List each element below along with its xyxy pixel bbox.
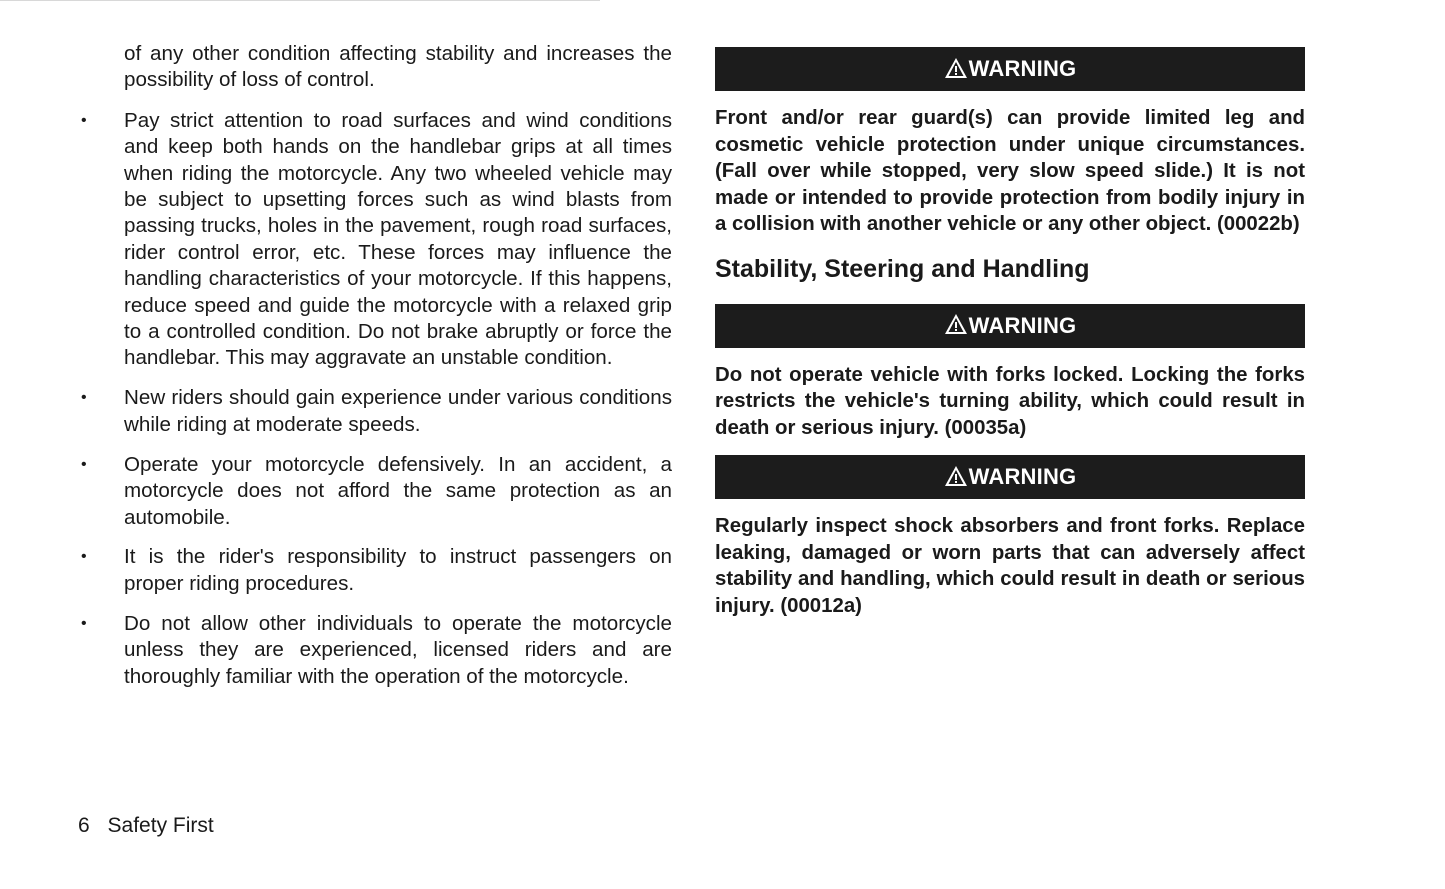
list-item xyxy=(81,108,672,372)
list-item-text: Pay strict attention to road surfaces and wind conditions and keep both hands on the handlebar grips at all times when riding the motorcycle. Any two wheeled vehicle may be subject to upsetting forces such as wind blasts from passing trucks, holes in the pavement, rough road surfaces, rider control error, etc. These forces may influence the handling characteristics of your motorcycle. If this happens, reduce speed and guide the motorcycle with a relaxed grip to a controlled condition. Do not brake abruptly or force the handlebar. This may aggravate an unstable condition. xyxy=(124,108,672,370)
warning-text: Front and/or rear guard(s) can provide limited leg and cosmetic vehicle protection under unique circumstances. (Fall over while stopped, very slow speed slide.) It is not made or intended to provide protection from bodily injury in a collision with another vehicle or any other object. (00022b) xyxy=(715,107,1305,235)
bullet-icon: • xyxy=(81,455,87,473)
list-item-text: Do not allow other individuals to operate the motorcycle unless they are experienced, licensed riders and are thoroughly familiar with the operation of the motorcycle. xyxy=(124,611,672,688)
warning-banner xyxy=(715,47,1305,91)
warning-triangle-icon xyxy=(944,465,968,487)
list-item-text: New riders should gain experience under various conditions while riding at moderate speeds. xyxy=(124,386,672,436)
safety-bullet-list xyxy=(81,108,672,690)
list-item-text: It is the rider's responsibility to instruct passengers on proper riding procedures. xyxy=(124,545,672,595)
warning-label: WARNING xyxy=(968,56,1077,81)
bullet-icon: • xyxy=(81,614,87,632)
warning-text: Regularly inspect shock absorbers and front forks. Replace leaking, damaged or worn parts that can adversely affect stability and handling, which could result in death or serious injury. (00012a) xyxy=(715,515,1305,617)
warning-banner xyxy=(715,304,1305,348)
bullet-icon: • xyxy=(81,389,87,407)
list-item xyxy=(81,385,672,438)
list-item xyxy=(81,544,672,597)
list-item xyxy=(81,452,672,531)
warning-label: WARNING xyxy=(968,312,1077,338)
footer-section-title: Safety First xyxy=(107,814,214,837)
warning-text: Do not operate vehicle with forks locked. Locking the forks restricts the vehicle's turning ability, which could result in death or serious injury. (00035a) xyxy=(715,363,1305,439)
section-heading: Stability, Steering and Handling xyxy=(715,254,1090,283)
warning-triangle-icon xyxy=(944,313,968,335)
list-item xyxy=(81,611,672,690)
warning-label: WARNING xyxy=(968,464,1077,489)
page-footer xyxy=(78,814,214,838)
right-column xyxy=(715,47,1305,619)
page-top-edge xyxy=(0,0,600,1)
continuation-paragraph: of any other condition affecting stability and increases the possibility of loss of control. xyxy=(124,42,672,92)
warning-triangle-icon xyxy=(944,57,968,79)
list-item-text: Operate your motorcycle defensively. In an accident, a motorcycle does not afford the same protection as an automobile. xyxy=(124,452,672,529)
bullet-icon: • xyxy=(81,548,87,566)
bullet-icon: • xyxy=(81,111,87,129)
left-column xyxy=(81,41,672,703)
page-number: 6 xyxy=(78,814,90,837)
warning-banner xyxy=(715,455,1305,499)
